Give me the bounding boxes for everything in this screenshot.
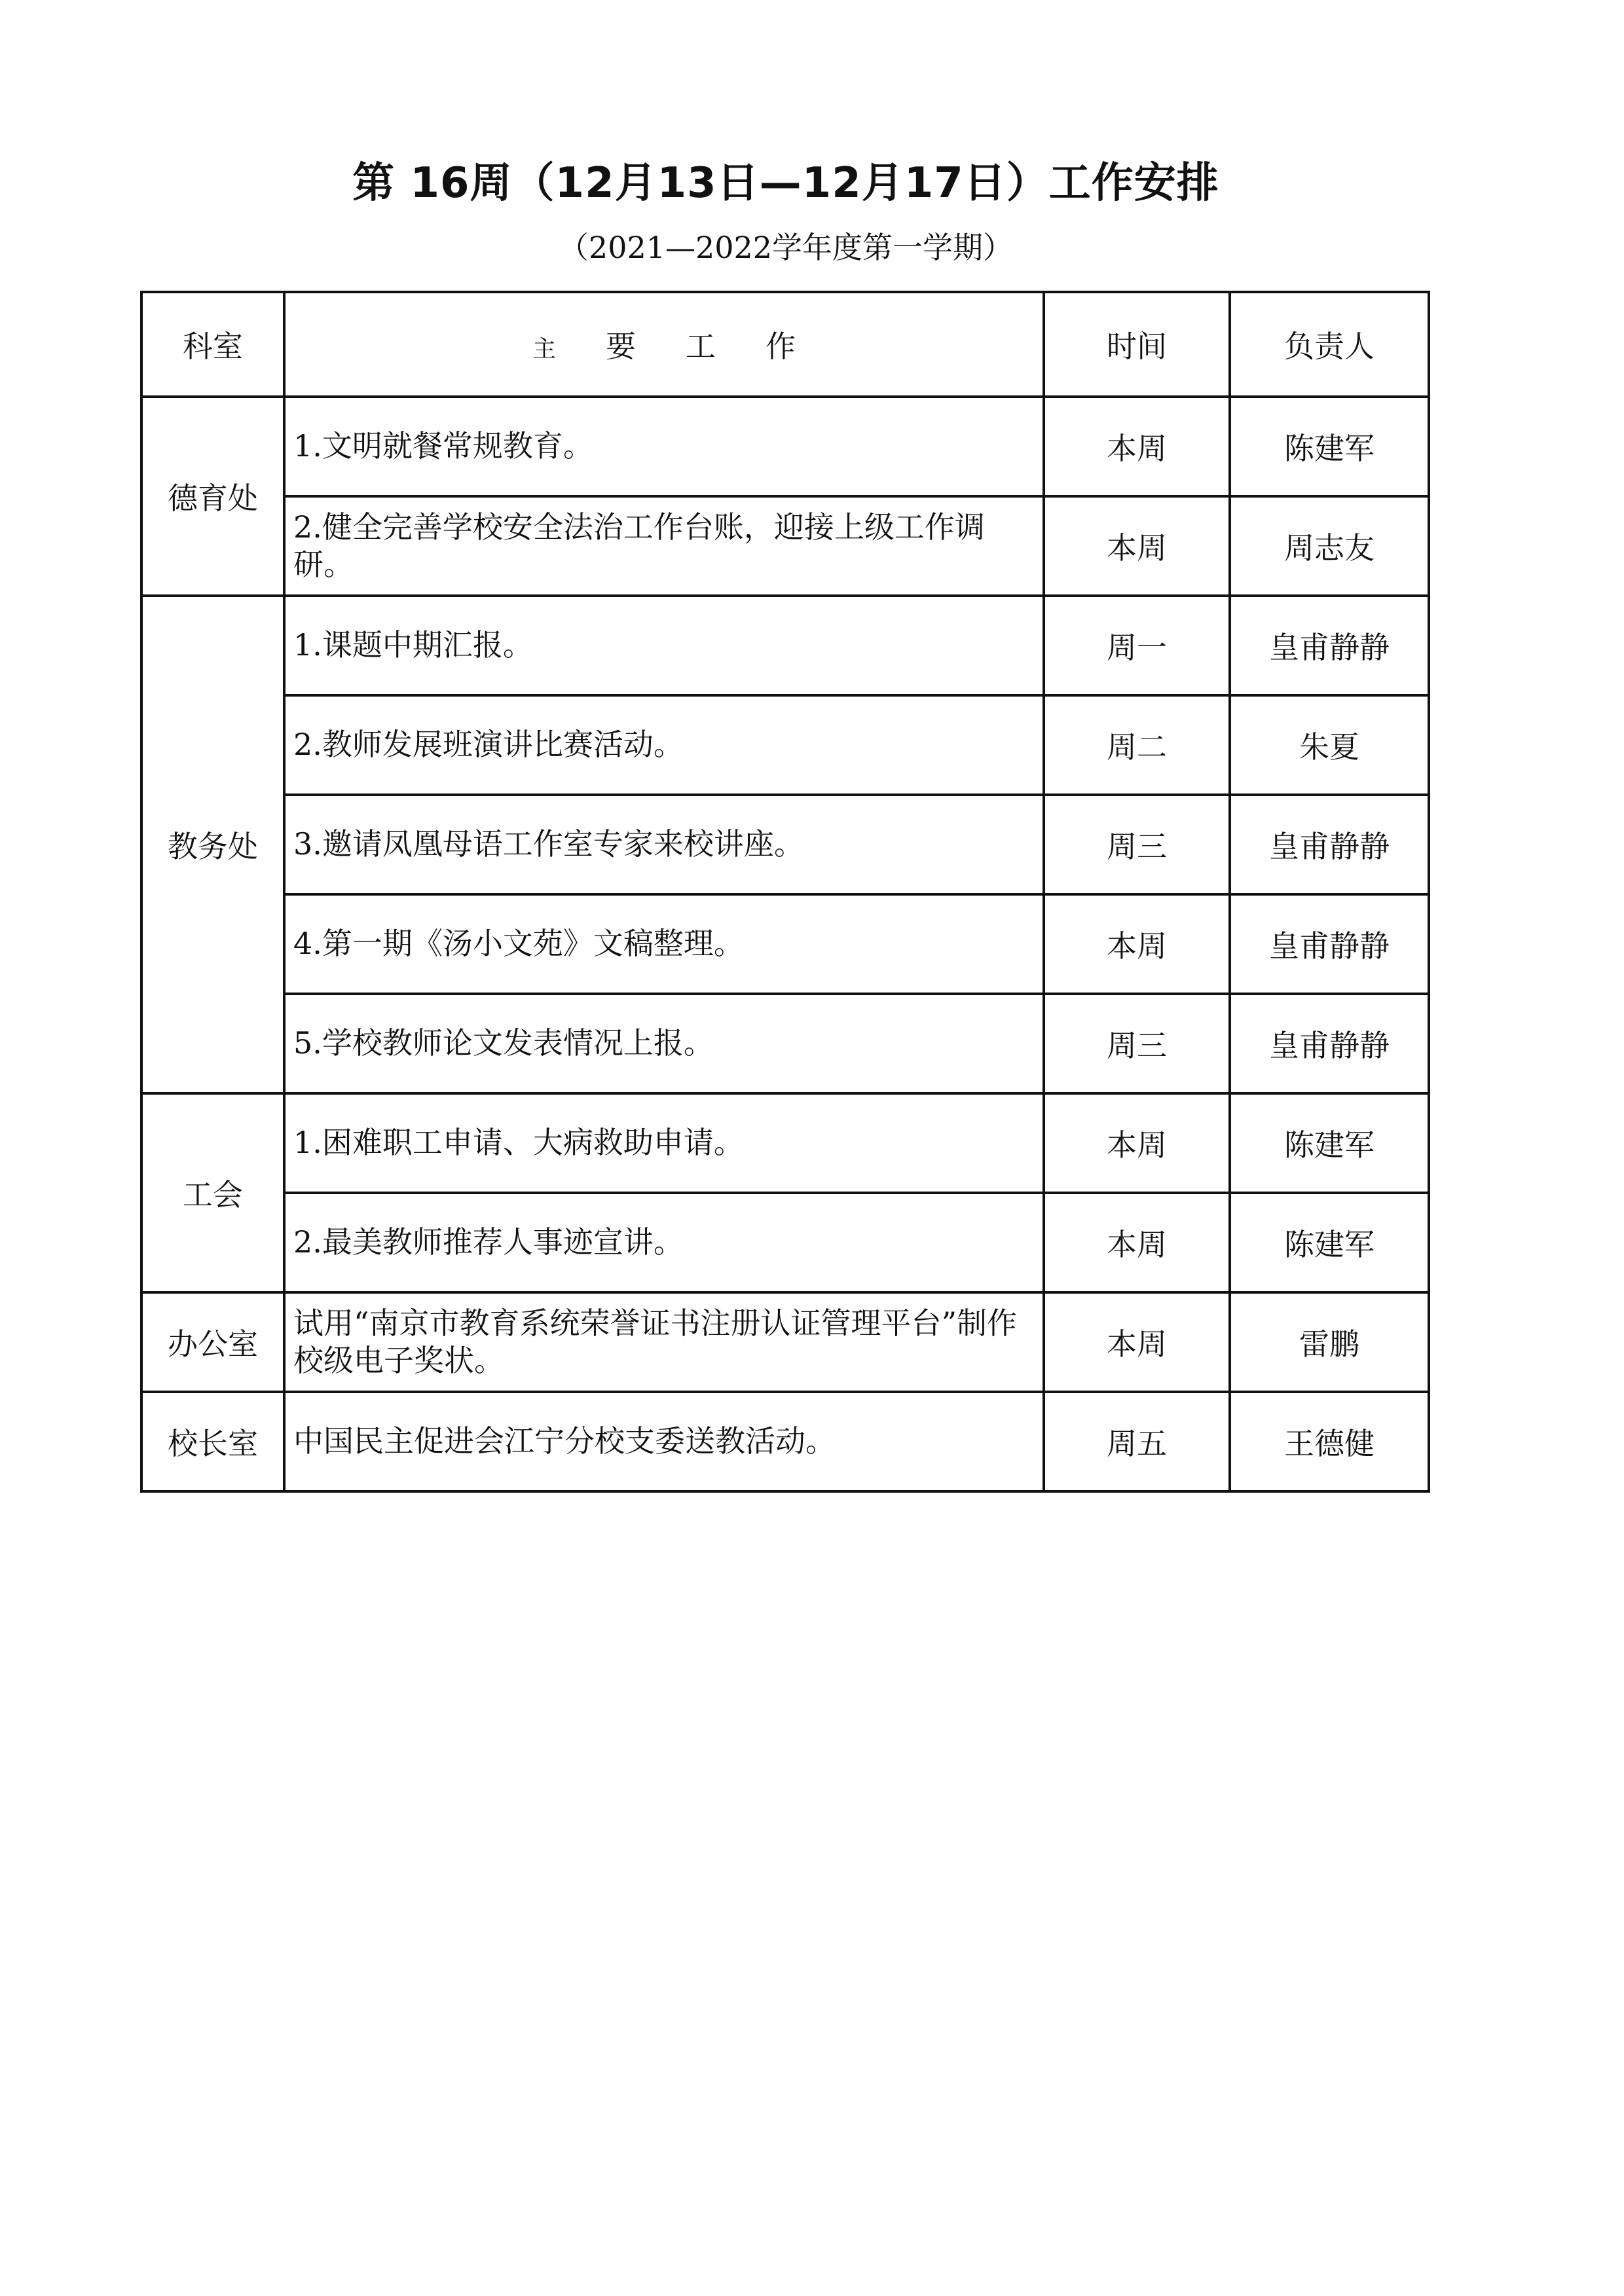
table-row	[141, 1193, 1429, 1292]
table-header-row	[141, 292, 1429, 397]
task-cell: 2.最美教师推荐人事迹宣讲。	[284, 1193, 1044, 1292]
task-cell: 2.教师发展班演讲比赛活动。	[284, 695, 1044, 795]
task-cell: 中国民主促进会江宁分校支委送教活动。	[284, 1392, 1044, 1491]
table-row	[141, 1392, 1429, 1491]
table-row	[141, 1093, 1429, 1193]
owner-cell: 王德健	[1230, 1392, 1429, 1491]
dept-cell-jiaowu: 教务处	[141, 596, 284, 1093]
time-cell: 本周	[1044, 1193, 1230, 1292]
dept-cell-xiaozhang: 校长室	[141, 1392, 284, 1491]
table-row	[141, 496, 1429, 596]
time-cell: 周五	[1044, 1392, 1230, 1491]
task-cell: 5.学校教师论文发表情况上报。	[284, 994, 1044, 1093]
owner-cell: 陈建军	[1230, 1193, 1429, 1292]
table-row	[141, 994, 1429, 1093]
owner-cell: 皇甫静静	[1230, 596, 1429, 695]
owner-cell: 陈建军	[1230, 397, 1429, 496]
time-cell: 本周	[1044, 496, 1230, 596]
page-subtitle: （2021—2022学年度第一学期）	[558, 230, 1014, 265]
owner-cell: 陈建军	[1230, 1093, 1429, 1193]
table-row	[141, 596, 1429, 695]
header-time: 时间	[1044, 292, 1230, 397]
task-cell: 1.课题中期汇报。	[284, 596, 1044, 695]
table-row	[141, 795, 1429, 894]
owner-cell: 周志友	[1230, 496, 1429, 596]
header-task-char: 作	[766, 329, 796, 364]
schedule-table	[140, 291, 1430, 1493]
task-cell: 试用“南京市教育系统荣誉证书注册认证管理平台”制作校级电子奖状。	[284, 1292, 1044, 1392]
table-row	[141, 894, 1429, 994]
dept-cell-bangongshi: 办公室	[141, 1292, 284, 1392]
table-row	[141, 397, 1429, 496]
time-cell: 本周	[1044, 1292, 1230, 1392]
time-cell: 本周	[1044, 894, 1230, 994]
task-cell: 3.邀请凤凰母语工作室专家来校讲座。	[284, 795, 1044, 894]
task-cell: 1.困难职工申请、大病救助申请。	[284, 1093, 1044, 1193]
header-task	[284, 292, 1044, 397]
owner-cell: 雷鹏	[1230, 1292, 1429, 1392]
task-cell: 1.文明就餐常规教育。	[284, 397, 1044, 496]
header-task-char: 主	[532, 336, 556, 363]
time-cell: 本周	[1044, 397, 1230, 496]
time-cell: 周一	[1044, 596, 1230, 695]
header-task-char: 工	[686, 329, 716, 364]
owner-cell: 皇甫静静	[1230, 894, 1429, 994]
owner-cell: 朱夏	[1230, 695, 1429, 795]
page-title: 第 16周（12月13日—12月17日）工作安排	[352, 159, 1219, 208]
table-row	[141, 695, 1429, 795]
time-cell: 周二	[1044, 695, 1230, 795]
owner-cell: 皇甫静静	[1230, 795, 1429, 894]
dept-cell-deyu: 德育处	[141, 397, 284, 596]
header-task-char: 要	[606, 329, 636, 364]
time-cell: 周三	[1044, 994, 1230, 1093]
time-cell: 本周	[1044, 1093, 1230, 1193]
time-cell: 周三	[1044, 795, 1230, 894]
header-owner: 负责人	[1230, 292, 1429, 397]
task-cell: 2.健全完善学校安全法治工作台账，迎接上级工作调研。	[284, 496, 1044, 596]
table-row	[141, 1292, 1429, 1392]
task-cell: 4.第一期《汤小文苑》文稿整理。	[284, 894, 1044, 994]
owner-cell: 皇甫静静	[1230, 994, 1429, 1093]
dept-cell-gonghui: 工会	[141, 1093, 284, 1292]
header-dept: 科室	[141, 292, 284, 397]
